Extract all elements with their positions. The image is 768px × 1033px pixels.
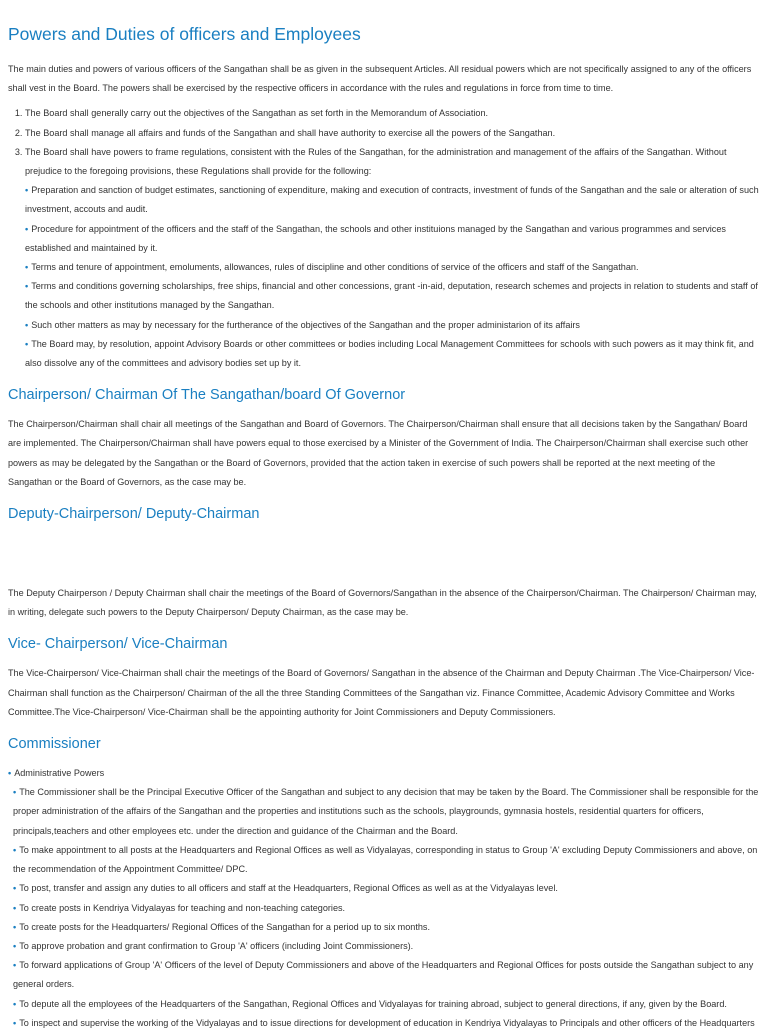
bullet-icon: • <box>25 281 29 292</box>
commissioner-powers-list <box>8 783 760 1033</box>
bullet-icon: • <box>13 998 17 1009</box>
list-item-text: To depute all the employees of the Headquarters of the Sangathan, Regional Offices and Vidyalayas for training abroad, subject to general directions, if any, given by the Board. <box>19 998 727 1009</box>
list-item <box>13 937 760 956</box>
list-item-text: To approve probation and grant confirmation to Group 'A' officers (including Joint Commissioners). <box>19 940 414 951</box>
chairperson-paragraph: The Chairperson/Chairman shall chair all meetings of the Sangathan and Board of Governors. The Chairperson/Chairman shall ensure that all decisions taken by the Sangathan/ Board are implemented. The Chairperson/Chairman shall have powers equal to those exercised by a Minister of the Government of India. The Chairperson/Chairman shall exercise such other powers as may be delegated by the Sangathan or the Board of Governors, provided that the action taken in exercise of such powers shall be reported at the next meeting of the Sangathan or the Board of Governors, as the case may be. <box>8 419 749 487</box>
list-item <box>13 918 760 937</box>
list-item <box>13 956 760 994</box>
chairperson-heading: Chairperson/ Chairman Of The Sangathan/board Of Governor <box>8 387 406 404</box>
list-item <box>8 764 760 783</box>
list-item-text: To create posts for the Headquarters/ Regional Offices of the Sangathan for a period up to six months. <box>19 921 430 932</box>
list-item-text: The Board may, by resolution, appoint Advisory Boards or other committees or bodies including Local Management Committees for schools with such powers as it may think fit, and also dissolve any of the committees and advisory bodies set up by it. <box>25 338 754 369</box>
intro-paragraph: The main duties and powers of various officers of the Sangathan shall be as given in the subsequent Articles. All residual powers which are not specifically assigned to any of the officers shall vest in the Board. The powers shall be exercised by the respective officers in accordance with the rules and regulations in force from time to time. <box>8 64 752 94</box>
list-item <box>13 841 760 879</box>
bullet-icon: • <box>13 787 17 798</box>
bullet-icon: • <box>13 940 17 951</box>
bullet-icon: • <box>25 319 29 330</box>
bullet-icon: • <box>13 960 17 971</box>
bullet-icon: • <box>13 883 17 894</box>
vice-chairperson-paragraph: The Vice-Chairperson/ Vice-Chairman shall chair the meetings of the Board of Governors/ Sangathan in the absence of the Chairman and Deputy Chairman .The Vice-Chairperson/ Vice-Chairman shall function as the Chairperson/ Chairman of the all the three Standing Committees of the Sangathan viz. Finance Committee, Academic Advisory Committee and Works Committee.The Vice-Chairperson/ Vice-Chairman shall be the appointing authority for Joint Commissioners and Deputy Commissioners. <box>8 668 755 717</box>
list-item <box>25 277 760 315</box>
list-item-text: To inspect and supervise the working of the Vidyalayas and to issue directions for development of education in Kendriya Vidyalayas to Principals and other officers of the Headquarters <box>19 1017 755 1028</box>
list-item <box>25 220 760 258</box>
list-item <box>25 181 760 219</box>
bullet-icon: • <box>8 768 12 779</box>
list-item <box>13 879 760 898</box>
deputy-chairperson-paragraph: The Deputy Chairperson / Deputy Chairman shall chair the meetings of the Board of Governors/Sangathan in the absence of the Chairperson/Chairman. The Chairperson/ Chairman may, in writing, delegate such powers to the Deputy Chairperson/ Deputy Chairman, as the case may be. <box>8 588 757 618</box>
spacer <box>8 534 760 584</box>
administrative-powers-list <box>8 764 760 783</box>
regulations-sublist <box>25 181 760 373</box>
bullet-icon: • <box>13 921 17 932</box>
list-item <box>13 899 760 918</box>
commissioner-heading: Commissioner <box>8 736 101 753</box>
list-item-text: The Commissioner shall be the Principal Executive Officer of the Sangathan and subject to any decision that may be taken by the Board. The Commissioner shall be responsible for the proper administration of the affairs of the Sangathan and the properties and institutions such as the schools, playgrounds, gymnasia hostels, residential quarters for officers, principals,teachers and other employees etc. under the direction and guidance of the Chairman and the Board. <box>13 787 759 836</box>
bullet-icon: • <box>25 185 29 196</box>
list-item-text: Such other matters as may by necessary for the furtherance of the objectives of the Sangathan and the proper administarion of its affairs <box>31 319 580 330</box>
list-item-text: To make appointment to all posts at the Headquarters and Regional Offices as well as Vidyalayas, corresponding in status to Group 'A' excluding Deputy Commissioners and above, on the recommendation of the Appointment Committee/ DPC. <box>13 844 758 875</box>
list-item <box>13 783 760 841</box>
list-item: 1. The Board shall generally carry out the objectives of the Sangathan as set forth in the Memorandum of Association. <box>25 104 760 123</box>
page-title: Powers and Duties of officers and Employees <box>8 24 361 44</box>
list-item-text: Terms and tenure of appointment, emoluments, allowances, rules of discipline and other conditions of service of the officers and staff of the Sangathan. <box>31 262 639 273</box>
list-item-text: The Board shall have powers to frame regulations, consistent with the Rules of the Sangathan, for the administration and management of the affairs of the Sangathan. Without prejudice to the foregoing provisions, these Regulations shall provide for the following: <box>25 146 727 177</box>
deputy-chairperson-heading: Deputy-Chairperson/ Deputy-Chairman <box>8 506 260 523</box>
list-item <box>25 316 760 335</box>
list-item <box>13 1014 760 1033</box>
list-item-text: Preparation and sanction of budget estimates, sanctioning of expenditure, making and execution of contracts, investment of funds of the Sangathan and the sale or alteration of such investment, accouts and audit. <box>25 185 759 215</box>
bullet-icon: • <box>25 262 29 273</box>
bullet-icon: • <box>13 844 17 855</box>
list-item-text: To forward applications of Group 'A' Officers of the level of Deputy Commissioners and above of the Headquarters and Regional Offices for posts outside the Sangathan subject to any general orders. <box>13 960 754 990</box>
list-item <box>25 335 760 373</box>
list-item-text: Procedure for appointment of the officers and the staff of the Sangathan, the schools and other instituions managed by the Sangathan and various programmes and services established and maintained by it. <box>25 223 726 253</box>
list-item-text: To post, transfer and assign any duties to all officers and staff at the Headquarters, Regional Offices as well as at the Vidyalayas level. <box>19 883 558 894</box>
bullet-icon: • <box>13 1017 17 1028</box>
vice-chairperson-heading: Vice- Chairperson/ Vice-Chairman <box>8 636 228 653</box>
list-item-text: Terms and conditions governing scholarships, free ships, financial and other concessions, grant -in-aid, deputation, research schemes and projects in relation to students and staff of the schools and other institutions managed by the Sangathan. <box>25 281 758 311</box>
list-item <box>25 258 760 277</box>
bullet-icon: • <box>25 223 29 234</box>
administrative-powers-label: Administrative Powers <box>14 768 105 779</box>
bullet-icon: • <box>13 902 17 913</box>
board-powers-list <box>8 104 760 373</box>
list-item: 2. The Board shall manage all affairs and funds of the Sangathan and shall have authority to exercise all the powers of the Sangathan. <box>25 124 760 143</box>
list-item <box>25 143 760 373</box>
list-item-text: To create posts in Kendriya Vidyalayas for teaching and non-teaching categories. <box>19 902 346 913</box>
bullet-icon: • <box>25 338 29 349</box>
list-item <box>13 995 760 1014</box>
